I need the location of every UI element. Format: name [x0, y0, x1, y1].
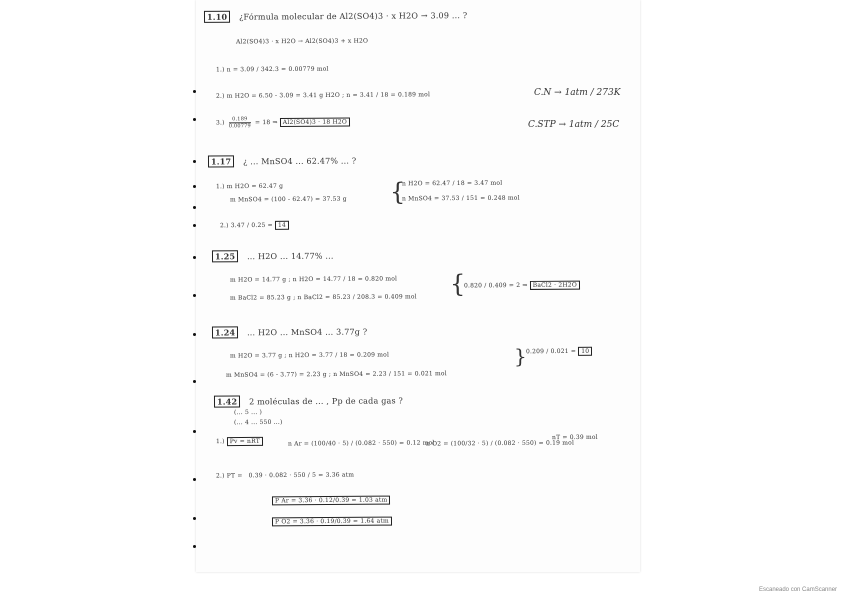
question-5-total-moles: nT = 0.39 mol [551, 433, 598, 442]
step-3-fraction [229, 116, 251, 129]
ideal-gas-law: Pv = nRT [227, 437, 263, 446]
question-1-header [204, 10, 467, 22]
question-5-moles-o2: n O2 = (100/32 · 5) / (0.082 · 550) = 0.19 mol [425, 439, 575, 448]
question-5-title: 2 moléculas de ... , Pp de cada gas ? [249, 396, 404, 407]
binder-hole [193, 256, 196, 259]
binder-hole [193, 333, 196, 336]
question-2-title: ¿ ... MnSO4 ... 62.47% ... ? [243, 156, 357, 167]
question-5-number: 1.42 [214, 395, 240, 407]
question-2-number: 1.17 [208, 155, 234, 167]
camscanner-watermark: Escaneado con CamScanner [759, 587, 838, 593]
question-5-step-1 [216, 438, 263, 445]
question-5-moles-ar: n Ar = (100/40 · 5) / (0.082 · 550) = 0.12 mol [287, 439, 435, 448]
binder-hole [193, 224, 196, 227]
question-3-ratio [464, 282, 580, 290]
question-2-header [208, 155, 356, 166]
question-4-result: 10 [578, 347, 592, 356]
question-5-subline-1: (... 5 ... ) [233, 408, 263, 417]
question-4-ratio [526, 348, 592, 355]
binder-hole [193, 545, 196, 548]
binder-hole [193, 294, 196, 297]
binder-hole [193, 90, 196, 93]
question-1-step-1: 1.) n = 3.09 / 342.3 = 0.00779 mol [215, 65, 329, 74]
question-1-step-3 [216, 116, 350, 130]
step-1-label: 1.) [215, 438, 225, 446]
question-4-step-1: m H2O = 3.77 g ; n H2O = 3.77 / 18 = 0.209 mol [229, 351, 390, 360]
step-2-label: 2.) PT = [215, 472, 243, 480]
ratio-text: 0.209 / 0.021 = [525, 347, 577, 356]
fraction-numerator: 0.189 [229, 116, 251, 123]
question-2-step-1: 1.) m H2O = 62.47 g [215, 182, 284, 191]
step-3-equals: = 18 ⇒ [254, 119, 278, 127]
brace-icon: } [514, 344, 527, 368]
step-2-text: 2.) 3.47 / 0.25 = [219, 221, 273, 230]
question-1-number: 1.10 [204, 11, 230, 23]
question-1-result: Al2(SO4)3 · 18 H2O [280, 118, 350, 127]
question-5-step-2 [216, 472, 354, 480]
brace-icon: { [450, 270, 466, 298]
partial-pressure-ar: P Ar = 3.36 · 0.12/0.39 = 1.03 atm [272, 496, 390, 506]
condition-cn: C.N → 1atm / 273K [534, 88, 621, 98]
binder-hole [193, 160, 196, 163]
binder-hole [193, 478, 196, 481]
question-3-title: ... H2O ... 14.77% ... [247, 251, 334, 262]
question-5-result-ar [272, 497, 390, 505]
question-1-title: ¿Fórmula molecular de Al2(SO4)3 · x H2O → 3.09 ... ? [239, 11, 468, 22]
question-2-step-1b: m MnSO4 = (100 - 62.47) = 37.53 g [229, 195, 347, 204]
question-1-equation: Al2(SO4)3 · x H2O → Al2(SO4)3 + x H2O [235, 37, 369, 46]
step-2-expression: 0.39 · 0.082 · 550 / 5 = 3.36 atm [248, 471, 355, 480]
partial-pressure-o2: P O2 = 3.36 · 0.19/0.39 = 1.64 atm [272, 517, 392, 527]
binder-hole [193, 517, 196, 520]
question-3-number: 1.25 [212, 250, 238, 262]
fraction-denominator: 0.00779 [228, 123, 251, 130]
question-5-subline-2: (... 4 ... 550 ...) [233, 418, 283, 427]
question-5-header [214, 395, 403, 406]
question-3-result: BaCl2 · 2H2O [530, 281, 580, 290]
question-3-step-2: m BaCl2 = 85.23 g ; n BaCl2 = 85.23 / 208.3 = 0.409 mol [229, 293, 417, 302]
question-2-moles-salt: n MnSO4 = 37.53 / 151 = 0.248 mol [401, 194, 520, 203]
question-4-title: ... H2O ... MnSO4 ... 3.77g ? [247, 327, 368, 338]
step-3-label: 3.) [215, 119, 225, 127]
question-2-result: 14 [275, 221, 289, 230]
question-4-step-2: m MnSO4 = (6 - 3.77) = 2.23 g ; n MnSO4 = 2.23 / 151 = 0.021 mol [225, 370, 447, 379]
binder-hole [193, 118, 196, 121]
question-5-result-o2 [272, 518, 392, 526]
binder-hole [193, 206, 196, 209]
scanned-page [196, 0, 640, 572]
brace-icon: { [390, 178, 406, 206]
question-2-moles-water: n H2O = 62.47 / 18 = 3.47 mol [401, 179, 503, 188]
binder-hole [193, 430, 196, 433]
binder-hole [193, 380, 196, 383]
question-4-header [212, 326, 367, 337]
binder-hole [193, 185, 196, 188]
condition-stp: C.STP → 1atm / 25C [528, 120, 620, 130]
question-4-number: 1.24 [212, 326, 238, 338]
question-3-header [212, 251, 334, 262]
ratio-text: 0.820 / 0.409 = 2 ⇒ [463, 281, 528, 290]
question-2-step-2 [220, 222, 289, 229]
question-1-step-2: 2.) m H2O = 6.50 - 3.09 = 3.41 g H2O ; n = 3.41 / 18 = 0.189 mol [215, 91, 431, 100]
question-3-step-1: m H2O = 14.77 g ; n H2O = 14.77 / 18 = 0.820 mol [229, 275, 398, 284]
